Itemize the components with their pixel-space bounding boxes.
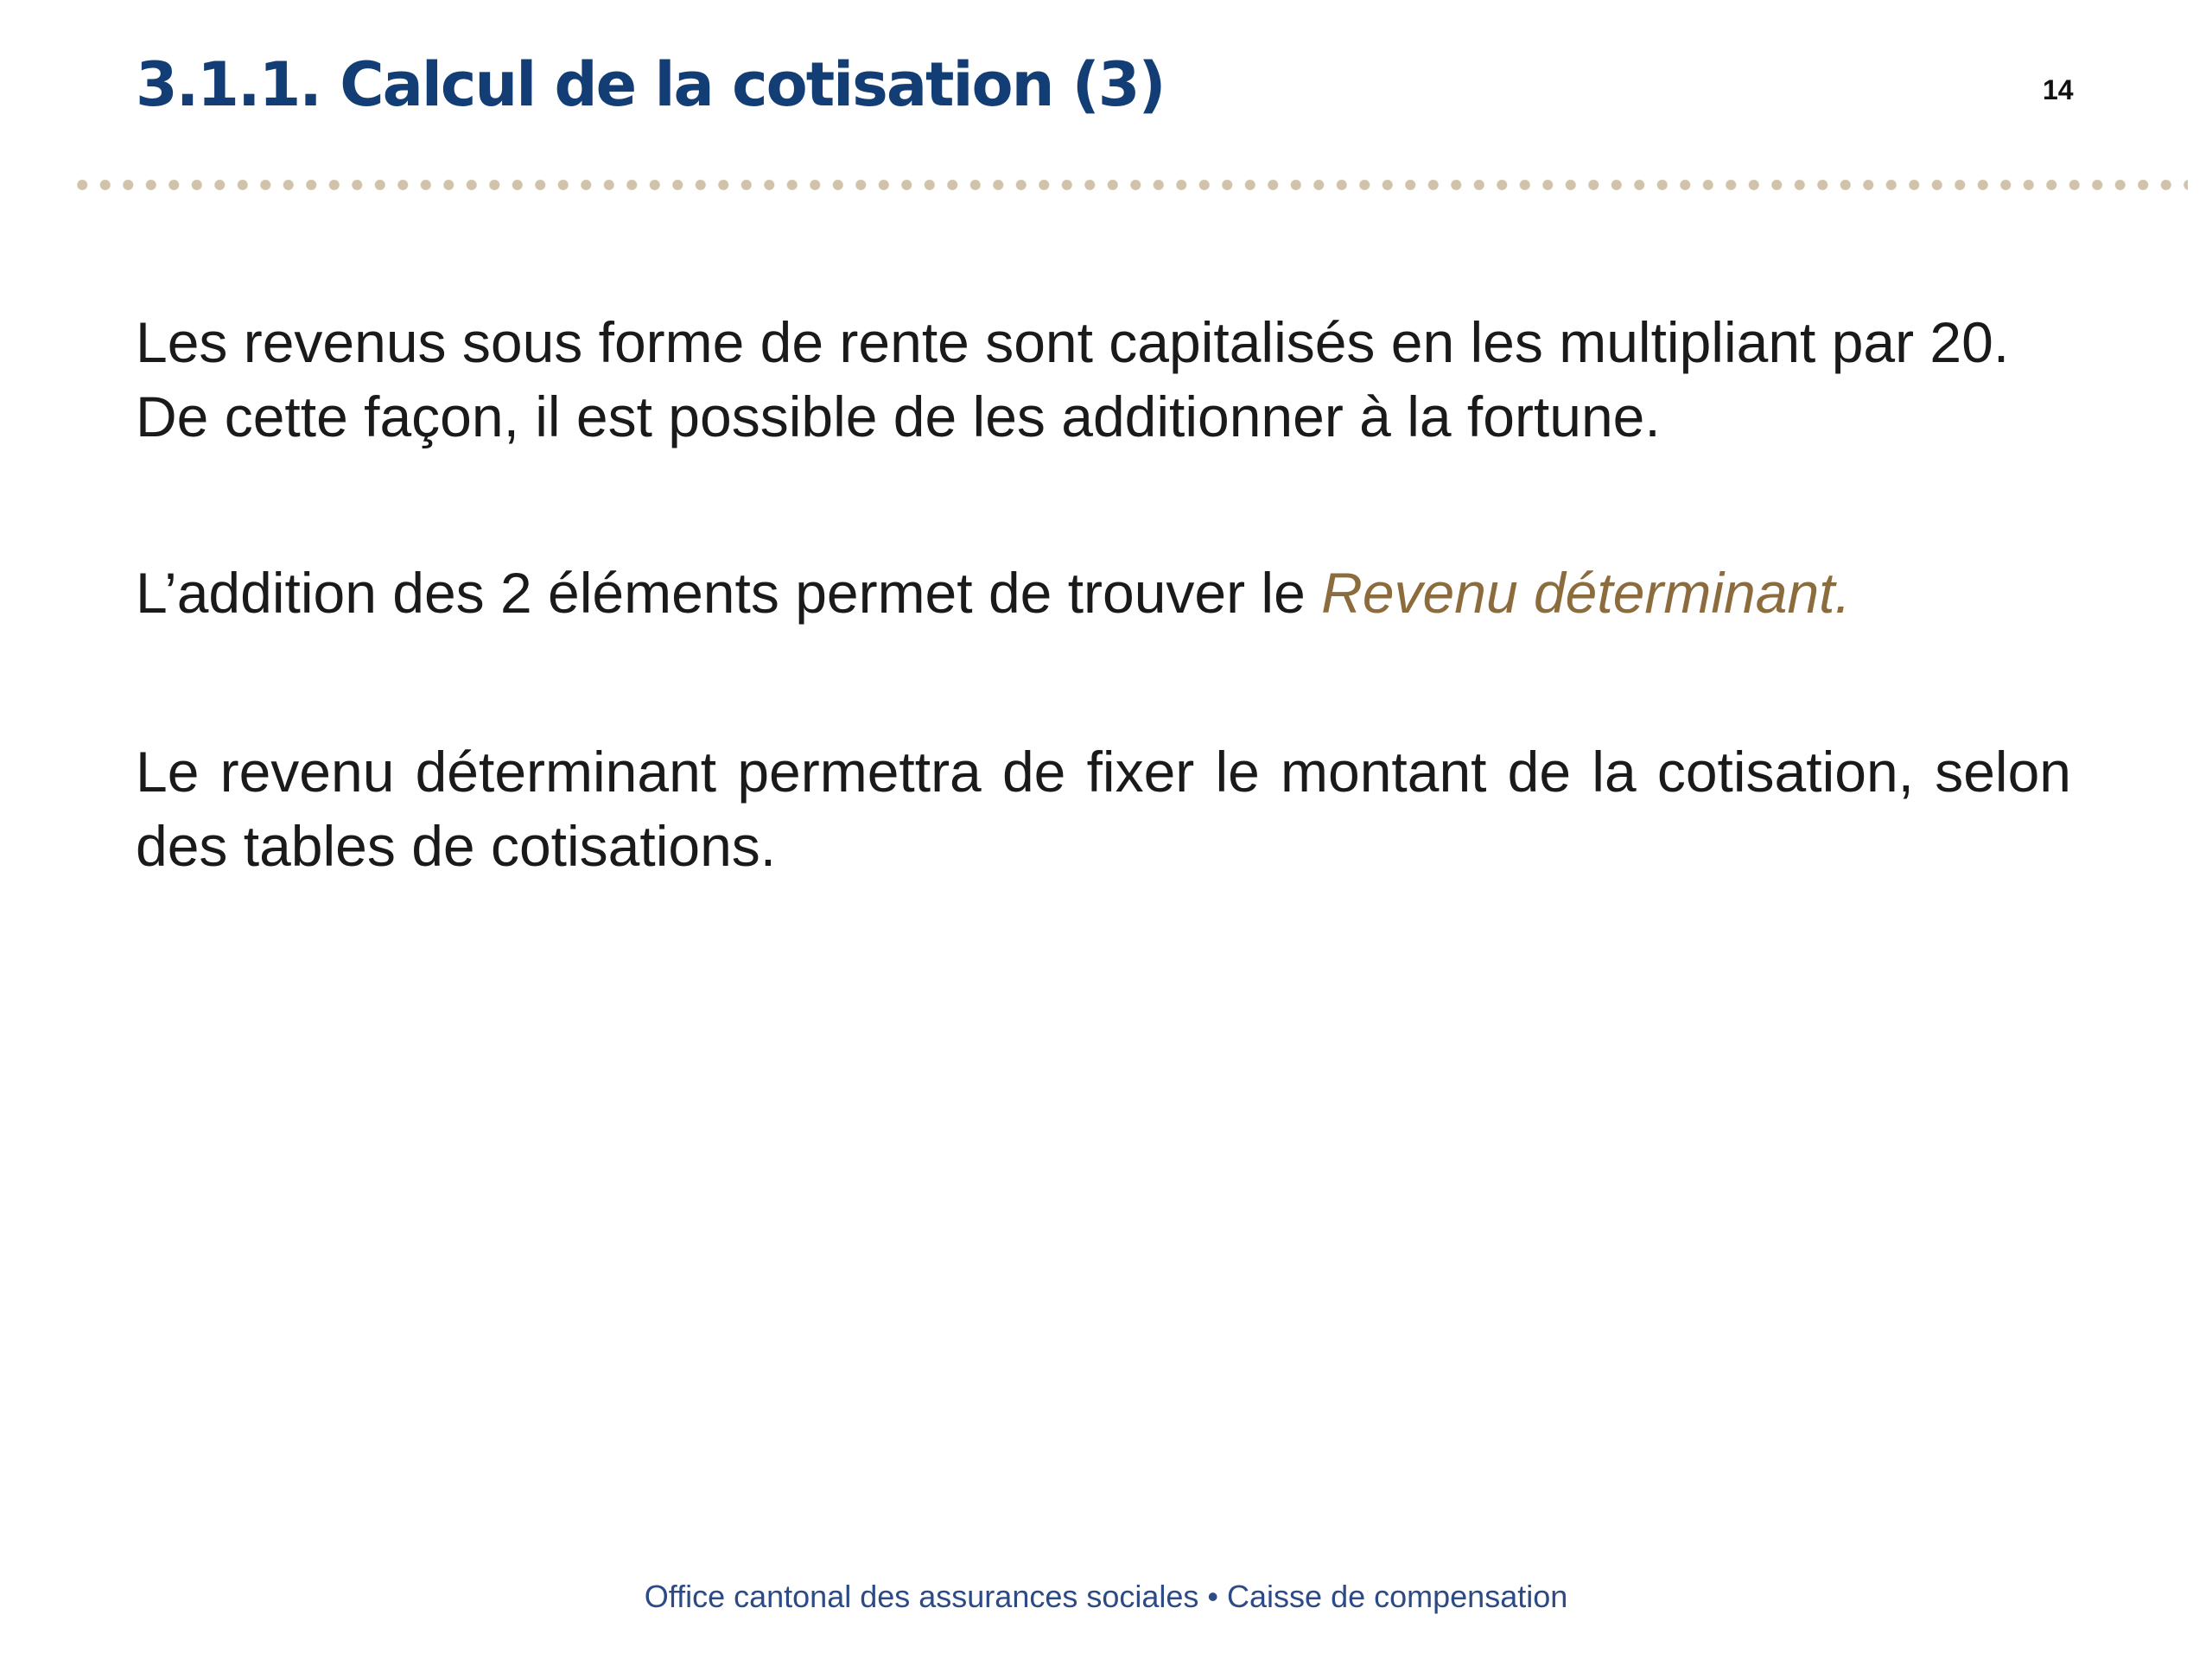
paragraph-2-prefix: L’addition des 2 éléments permet de trouver le: [136, 561, 1322, 625]
paragraph-revenu-determinant: [136, 556, 2071, 630]
revenu-determinant-highlight: Revenu déterminant: [1321, 561, 1835, 625]
footer-organization: Office cantonal des assurances sociales • Caisse de compensation: [644, 1579, 1568, 1614]
dotted-divider: [71, 178, 2188, 192]
slide-title: 3.1.1. Calcul de la cotisation (3): [136, 49, 1165, 120]
paragraph-capitalisation: Les revenus sous forme de rente sont capitalisés en les multipliant par 20. De cette façon, il est possible de les additionner à la fortune.: [136, 310, 2010, 448]
page-number: 14: [2043, 74, 2074, 105]
paragraph-2-suffix: .: [1834, 561, 1851, 625]
paragraph-cotisation-tables: Le revenu déterminant permettra de fixer le montant de la cotisation, selon des tables de cotisations.: [136, 740, 2071, 878]
